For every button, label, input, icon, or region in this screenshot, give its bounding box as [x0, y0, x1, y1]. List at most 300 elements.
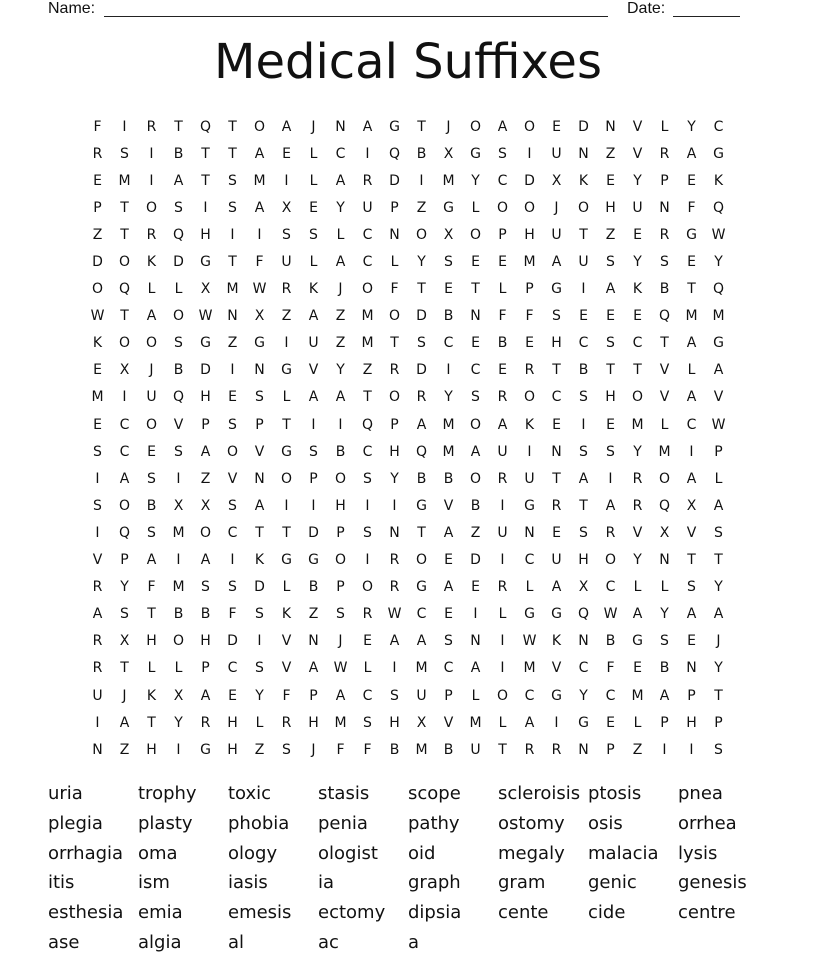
grid-letter: M [415, 660, 428, 677]
grid-letter: X [173, 687, 184, 704]
grid-letter: O [334, 470, 347, 487]
grid-letter: X [443, 226, 454, 243]
grid-letter: S [606, 254, 615, 271]
grid-letter: T [174, 118, 183, 135]
grid-letter: Q [118, 524, 131, 541]
grid-letter: C [605, 687, 616, 704]
grid-letter: V [443, 497, 454, 514]
word-bank-item: algia [138, 931, 182, 953]
grid-letter: N [254, 470, 265, 487]
grid-letter: L [174, 281, 183, 298]
grid-letter: E [606, 308, 615, 325]
grid-letter: C [632, 335, 643, 352]
grid-letter: A [443, 579, 454, 596]
word-bank-item: plasty [138, 812, 193, 834]
grid-letter: W [198, 308, 213, 325]
grid-letter: A [200, 687, 211, 704]
word-bank-item: ia [318, 872, 335, 894]
grid-row [84, 574, 732, 601]
grid-letter: B [335, 443, 346, 460]
grid-letter: W [90, 308, 105, 325]
grid-letter: T [687, 281, 696, 298]
grid-letter: O [469, 416, 482, 433]
grid-letter: H [524, 226, 535, 243]
grid-letter: T [417, 281, 426, 298]
grid-letter: M [442, 172, 455, 189]
grid-letter: A [416, 633, 427, 650]
grid-letter: O [199, 524, 212, 541]
word-bank-item: al [228, 931, 245, 953]
grid-letter: C [713, 118, 724, 135]
grid-letter: A [335, 687, 346, 704]
grid-letter: L [363, 660, 372, 677]
word-bank-item: iasis [228, 872, 268, 894]
grid-letter: T [606, 362, 615, 379]
grid-letter: H [578, 552, 589, 569]
grid-letter: U [551, 145, 562, 162]
word-bank-item: osis [588, 812, 623, 834]
grid-letter: I [149, 145, 154, 162]
grid-letter: E [363, 633, 372, 650]
grid-letter: S [417, 335, 426, 352]
grid-row [84, 384, 732, 411]
grid-letter: N [551, 443, 562, 460]
grid-letter: E [498, 362, 507, 379]
grid-letter: B [308, 579, 319, 596]
grid-letter: I [392, 660, 397, 677]
grid-letter: J [122, 687, 127, 704]
grid-letter: G [578, 714, 589, 731]
grid-letter: A [335, 389, 346, 406]
grid-letter: E [687, 633, 696, 650]
grid-letter: R [389, 552, 400, 569]
grid-letter: F [498, 308, 507, 325]
grid-letter: M [523, 660, 536, 677]
grid-letter: Z [254, 741, 265, 758]
grid-letter: P [525, 281, 534, 298]
grid-letter: T [363, 389, 372, 406]
word-bank-item: emesis [228, 902, 292, 924]
grid-letter: V [227, 470, 238, 487]
grid-letter: E [687, 172, 696, 189]
grid-letter: O [415, 552, 428, 569]
grid-letter: C [362, 226, 373, 243]
grid-letter: Q [658, 497, 671, 514]
grid-letter: O [145, 335, 158, 352]
grid-letter: O [658, 470, 671, 487]
grid-letter: J [446, 118, 451, 135]
grid-letter: E [552, 118, 561, 135]
grid-letter: N [578, 145, 589, 162]
grid-letter: S [363, 524, 372, 541]
grid-letter: R [92, 579, 103, 596]
grid-row [84, 601, 732, 628]
grid-letter: R [389, 579, 400, 596]
grid-row [84, 303, 732, 330]
grid-letter: S [660, 254, 669, 271]
grid-letter: I [230, 552, 235, 569]
grid-letter: S [606, 335, 615, 352]
grid-letter: X [443, 145, 454, 162]
grid-letter: R [632, 470, 643, 487]
grid-letter: T [120, 308, 129, 325]
word-bank-item: trophy [138, 783, 197, 804]
grid-row [84, 276, 732, 303]
grid-letter: S [336, 606, 345, 623]
grid-letter: J [311, 741, 316, 758]
grid-letter: B [389, 741, 400, 758]
grid-letter: T [660, 335, 669, 352]
grid-letter: A [308, 389, 319, 406]
word-bank-item: ptosis [588, 783, 642, 804]
grid-letter: S [147, 470, 156, 487]
word-bank-item: dipsia [408, 902, 462, 924]
grid-letter: Z [416, 199, 427, 216]
grid-letter: C [551, 389, 562, 406]
grid-letter: R [524, 362, 535, 379]
word-bank-item: ectomy [318, 902, 386, 924]
grid-letter: M [253, 172, 266, 189]
grid-letter: N [659, 552, 670, 569]
grid-letter: L [633, 714, 642, 731]
grid-letter: S [228, 172, 237, 189]
grid-letter: V [281, 660, 292, 677]
grid-letter: H [335, 497, 346, 514]
word-bank-item: centre [678, 902, 736, 924]
grid-row [84, 682, 732, 709]
grid-letter: V [281, 633, 292, 650]
grid-letter: T [147, 714, 156, 731]
grid-letter: A [92, 606, 103, 623]
grid-letter: R [416, 389, 427, 406]
grid-row [84, 519, 732, 546]
grid-letter: F [147, 579, 156, 596]
grid-letter: G [416, 579, 427, 596]
grid-letter: N [389, 226, 400, 243]
grid-letter: A [254, 145, 265, 162]
grid-letter: L [309, 145, 318, 162]
grid-letter: T [714, 687, 723, 704]
grid-letter: A [470, 660, 481, 677]
grid-letter: O [172, 633, 185, 650]
grid-letter: N [659, 199, 670, 216]
grid-letter: S [552, 308, 561, 325]
grid-letter: I [554, 714, 559, 731]
grid-letter: L [255, 714, 264, 731]
grid-letter: C [524, 687, 535, 704]
grid-letter: R [92, 145, 103, 162]
grid-letter: H [551, 335, 562, 352]
grid-letter: A [713, 606, 724, 623]
grid-letter: G [524, 606, 535, 623]
grid-letter: F [606, 660, 615, 677]
grid-letter: F [363, 741, 372, 758]
grid-letter: S [174, 335, 183, 352]
grid-letter: C [119, 416, 130, 433]
grid-letter: L [309, 172, 318, 189]
grid-letter: T [201, 145, 210, 162]
grid-letter: I [230, 362, 235, 379]
grid-letter: Z [362, 362, 373, 379]
grid-letter: Y [417, 254, 426, 271]
grid-letter: N [686, 660, 697, 677]
grid-letter: A [443, 524, 454, 541]
grid-letter: L [498, 281, 507, 298]
grid-letter: N [524, 524, 535, 541]
grid-letter: L [471, 687, 480, 704]
grid-letter: R [497, 389, 508, 406]
grid-letter: B [416, 470, 427, 487]
grid-letter: W [711, 226, 726, 243]
grid-letter: E [444, 606, 453, 623]
grid-letter: C [362, 443, 373, 460]
grid-letter: O [577, 199, 590, 216]
grid-letter: I [527, 443, 532, 460]
grid-letter: O [118, 335, 131, 352]
grid-letter: L [660, 416, 669, 433]
grid-letter: O [361, 281, 374, 298]
grid-letter: L [309, 254, 318, 271]
grid-letter: I [311, 497, 316, 514]
grid-letter: O [388, 308, 401, 325]
grid-letter: O [604, 552, 617, 569]
grid-letter: T [579, 497, 588, 514]
grid-letter: L [147, 660, 156, 677]
grid-letter: O [496, 687, 509, 704]
grid-letter: P [309, 470, 318, 487]
grid-letter: S [255, 606, 264, 623]
grid-letter: J [311, 118, 316, 135]
grid-letter: I [176, 552, 181, 569]
grid-letter: K [92, 335, 103, 352]
grid-letter: H [389, 714, 400, 731]
grid-letter: Q [172, 226, 185, 243]
grid-letter: S [363, 714, 372, 731]
word-bank-item: genic [588, 872, 637, 894]
grid-letter: M [442, 416, 455, 433]
grid-row [84, 736, 732, 763]
grid-letter: I [284, 172, 289, 189]
grid-letter: E [579, 308, 588, 325]
grid-letter: S [255, 389, 264, 406]
grid-letter: C [119, 443, 130, 460]
grid-letter: W [387, 606, 402, 623]
grid-letter: L [336, 226, 345, 243]
grid-letter: I [365, 552, 370, 569]
grid-letter: C [578, 660, 589, 677]
word-bank-item: gram [498, 872, 546, 894]
grid-letter: E [471, 335, 480, 352]
grid-letter: A [686, 145, 697, 162]
grid-letter: S [498, 145, 507, 162]
grid-letter: L [498, 606, 507, 623]
grid-letter: C [443, 660, 454, 677]
grid-letter: Z [281, 308, 292, 325]
grid-letter: V [173, 416, 184, 433]
grid-letter: O [523, 199, 536, 216]
word-bank-item: penia [318, 812, 368, 834]
grid-letter: Z [335, 308, 346, 325]
grid-letter: I [257, 226, 262, 243]
name-blank-line [104, 16, 608, 17]
grid-letter: U [146, 389, 157, 406]
grid-letter: M [631, 687, 644, 704]
grid-letter: Y [390, 470, 399, 487]
grid-letter: B [443, 470, 454, 487]
grid-letter: Z [200, 470, 211, 487]
grid-letter: W [603, 606, 618, 623]
grid-letter: P [606, 741, 615, 758]
grid-letter: G [443, 199, 454, 216]
grid-letter: Y [579, 687, 588, 704]
grid-letter: T [228, 118, 237, 135]
grid-letter: E [606, 416, 615, 433]
grid-letter: G [308, 552, 319, 569]
grid-letter: C [686, 416, 697, 433]
word-bank-item: ostomy [498, 812, 565, 834]
grid-letter: W [711, 416, 726, 433]
grid-row [84, 140, 732, 167]
grid-letter: I [689, 741, 694, 758]
grid-letter: A [551, 254, 562, 271]
grid-letter: N [605, 118, 616, 135]
grid-letter: K [254, 552, 265, 569]
grid-letter: M [361, 308, 374, 325]
grid-letter: S [174, 199, 183, 216]
grid-letter: A [470, 443, 481, 460]
grid-letter: L [174, 660, 183, 677]
grid-letter: N [578, 633, 589, 650]
grid-letter: P [660, 172, 669, 189]
grid-letter: H [200, 226, 211, 243]
grid-letter: B [659, 660, 670, 677]
grid-letter: Y [714, 579, 723, 596]
grid-letter: E [444, 552, 453, 569]
word-bank-item: orrhea [678, 812, 737, 834]
word-bank-item: megaly [498, 842, 565, 864]
grid-letter: Q [577, 606, 590, 623]
grid-letter: Y [444, 389, 453, 406]
grid-letter: D [254, 579, 265, 596]
grid-letter: G [551, 606, 562, 623]
grid-letter: O [118, 254, 131, 271]
grid-letter: U [551, 226, 562, 243]
grid-letter: V [659, 389, 670, 406]
grid-letter: O [388, 389, 401, 406]
grid-letter: T [228, 145, 237, 162]
grid-letter: X [173, 497, 184, 514]
grid-letter: I [95, 714, 100, 731]
grid-letter: K [524, 416, 535, 433]
grid-letter: N [335, 118, 346, 135]
grid-letter: B [659, 281, 670, 298]
grid-letter: Q [415, 443, 428, 460]
grid-letter: P [714, 443, 723, 460]
grid-letter: V [92, 552, 103, 569]
grid-letter: L [390, 254, 399, 271]
grid-letter: S [120, 606, 129, 623]
grid-letter: V [659, 362, 670, 379]
grid-letter: X [659, 524, 670, 541]
grid-letter: N [227, 308, 238, 325]
grid-letter: Y [633, 254, 642, 271]
word-bank-item: itis [48, 872, 75, 894]
grid-letter: Y [336, 362, 345, 379]
grid-letter: N [578, 741, 589, 758]
date-blank-line [673, 16, 740, 17]
grid-letter: F [390, 281, 399, 298]
grid-letter: R [524, 741, 535, 758]
grid-letter: F [525, 308, 534, 325]
grid-letter: C [362, 687, 373, 704]
grid-letter: T [633, 362, 642, 379]
grid-letter: E [93, 172, 102, 189]
grid-letter: O [334, 552, 347, 569]
grid-letter: A [578, 470, 589, 487]
grid-letter: P [390, 416, 399, 433]
grid-letter: U [470, 741, 481, 758]
grid-letter: A [686, 389, 697, 406]
grid-letter: P [660, 714, 669, 731]
word-bank-item: cide [588, 902, 626, 924]
grid-letter: I [365, 145, 370, 162]
grid-row [84, 194, 732, 221]
grid-letter: K [578, 172, 589, 189]
grid-letter: I [419, 172, 424, 189]
grid-letter: G [281, 552, 292, 569]
grid-letter: A [308, 660, 319, 677]
grid-letter: Y [633, 172, 642, 189]
grid-letter: M [712, 308, 725, 325]
grid-letter: O [91, 281, 104, 298]
grid-letter: V [551, 660, 562, 677]
grid-letter: R [362, 606, 373, 623]
grid-letter: S [444, 633, 453, 650]
grid-letter: D [416, 362, 427, 379]
grid-letter: A [281, 118, 292, 135]
grid-letter: N [308, 633, 319, 650]
grid-letter: P [255, 416, 264, 433]
grid-letter: I [230, 226, 235, 243]
grid-letter: C [470, 362, 481, 379]
word-bank-item: malacia [588, 842, 659, 864]
grid-letter: R [497, 579, 508, 596]
grid-letter: X [416, 714, 427, 731]
grid-letter: S [444, 254, 453, 271]
word-bank-item: toxic [228, 783, 272, 804]
word-bank-item: a [408, 931, 420, 953]
grid-letter: O [469, 226, 482, 243]
grid-letter: X [254, 308, 265, 325]
grid-letter: A [254, 497, 265, 514]
grid-letter: I [176, 741, 181, 758]
grid-letter: I [392, 497, 397, 514]
grid-letter: R [281, 281, 292, 298]
grid-letter: I [446, 362, 451, 379]
grid-letter: A [605, 281, 616, 298]
grid-letter: B [146, 497, 157, 514]
grid-letter: B [578, 362, 589, 379]
word-bank-item: emia [138, 902, 183, 924]
grid-letter: O [253, 118, 266, 135]
date-label: Date: [627, 0, 666, 17]
grid-letter: E [93, 362, 102, 379]
grid-letter: C [524, 552, 535, 569]
grid-letter: S [714, 524, 723, 541]
word-bank-item: scope [408, 783, 461, 804]
grid-letter: L [660, 118, 669, 135]
worksheet-header [48, 0, 748, 20]
